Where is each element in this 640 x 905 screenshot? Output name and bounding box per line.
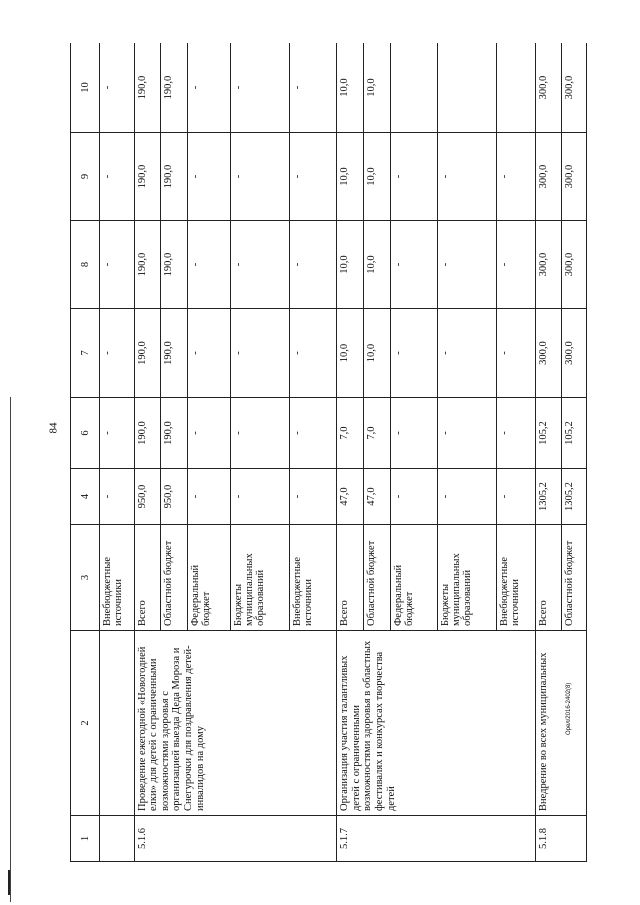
header-row (71, 43, 100, 862)
table-row (100, 43, 135, 862)
value-cell (437, 43, 496, 133)
header-cell: 6 (71, 398, 100, 469)
scan-artifact-line (10, 397, 11, 902)
value-cell: 190,0 (134, 398, 161, 469)
value-cell: - (100, 309, 135, 398)
value-cell: - (496, 309, 535, 398)
value-cell: 300,0 (535, 221, 562, 309)
header-cell: 8 (71, 221, 100, 309)
source-cell: Бюджеты муниципальных образований (230, 525, 289, 631)
value-cell: - (390, 133, 437, 221)
value-cell: 10,0 (363, 43, 390, 133)
table-row (535, 43, 562, 862)
value-cell: - (187, 43, 230, 133)
source-cell: Всего (535, 525, 562, 631)
header-cell: 1 (71, 816, 100, 862)
value-cell: - (290, 398, 337, 469)
value-cell: 47,0 (363, 469, 390, 525)
value-cell: - (437, 398, 496, 469)
value-cell: - (496, 133, 535, 221)
value-cell: - (290, 133, 337, 221)
value-cell: - (290, 309, 337, 398)
value-cell: - (187, 309, 230, 398)
value-cell: - (390, 398, 437, 469)
description-cell: Внедрение во всех муниципальных (535, 631, 586, 816)
value-cell: - (230, 309, 289, 398)
description-cell (100, 631, 135, 816)
value-cell: 7,0 (363, 398, 390, 469)
document-code: Орел/2016-2402(8) (566, 682, 572, 735)
source-cell: Внебюджетные источники (290, 525, 337, 631)
description-cell: Проведение ежегодной «Новогодней елки» для детей с ограниченными возможностями здоровья с организацией выезда Деда Мороза и Снегурочки для поздравления детей-инвалидов на дому (134, 631, 337, 816)
source-cell: Областной бюджет (161, 525, 188, 631)
value-cell: 1305,2 (535, 469, 562, 525)
value-cell: - (496, 469, 535, 525)
source-cell: Всего (337, 525, 364, 631)
value-cell: - (100, 43, 135, 133)
value-cell: - (290, 43, 337, 133)
budget-table (70, 43, 587, 862)
header-cell: 7 (71, 309, 100, 398)
value-cell: - (100, 469, 135, 525)
value-cell: 1305,2 (562, 469, 587, 525)
value-cell: 300,0 (535, 43, 562, 133)
code-cell (100, 816, 135, 862)
header-cell: 9 (71, 133, 100, 221)
value-cell: 190,0 (134, 221, 161, 309)
value-cell: 300,0 (562, 133, 587, 221)
source-cell: Всего (134, 525, 161, 631)
value-cell: 190,0 (134, 43, 161, 133)
source-cell: Областной бюджет (363, 525, 390, 631)
table-row (134, 43, 161, 862)
header-cell: 4 (71, 469, 100, 525)
value-cell: - (390, 469, 437, 525)
source-cell: Областной бюджет (562, 525, 587, 631)
value-cell: 190,0 (134, 309, 161, 398)
source-cell: Федеральный бюджет (187, 525, 230, 631)
value-cell: 190,0 (161, 309, 188, 398)
value-cell: - (496, 221, 535, 309)
scan-artifact-line-short (8, 870, 10, 895)
value-cell: 7,0 (337, 398, 364, 469)
source-cell: Бюджеты муниципальных образований (437, 525, 496, 631)
description-cell: Организация участия талантливых детей с ограниченными возможностями здоровья в областных фестивалях и конкурсах творчества детей (337, 631, 535, 816)
value-cell: 300,0 (562, 43, 587, 133)
value-cell: - (187, 221, 230, 309)
page-number: 84 (47, 422, 60, 434)
value-cell (390, 43, 437, 133)
source-cell: Федеральный бюджет (390, 525, 437, 631)
value-cell: 10,0 (337, 221, 364, 309)
table-row (337, 43, 364, 862)
value-cell: - (390, 309, 437, 398)
value-cell: 190,0 (161, 133, 188, 221)
code-cell: 5.1.7 (337, 816, 535, 862)
header-cell: 3 (71, 525, 100, 631)
value-cell: - (230, 221, 289, 309)
value-cell: 190,0 (161, 221, 188, 309)
value-cell: 300,0 (562, 309, 587, 398)
value-cell: - (290, 469, 337, 525)
value-cell: 10,0 (337, 43, 364, 133)
value-cell: - (187, 398, 230, 469)
value-cell: 10,0 (363, 309, 390, 398)
code-cell: 5.1.6 (134, 816, 337, 862)
value-cell: - (187, 469, 230, 525)
value-cell: - (187, 133, 230, 221)
value-cell: - (496, 398, 535, 469)
value-cell: 190,0 (161, 398, 188, 469)
value-cell: 190,0 (134, 133, 161, 221)
header-cell: 2 (71, 631, 100, 816)
value-cell: - (437, 133, 496, 221)
value-cell: 300,0 (535, 133, 562, 221)
value-cell: 105,2 (535, 398, 562, 469)
table-frame (70, 43, 587, 862)
source-cell: Внебюджетные источники (496, 525, 535, 631)
value-cell: 10,0 (337, 309, 364, 398)
value-cell: - (230, 469, 289, 525)
value-cell: 47,0 (337, 469, 364, 525)
value-cell: - (290, 221, 337, 309)
code-cell: 5.1.8 (535, 816, 586, 862)
value-cell: 300,0 (535, 309, 562, 398)
value-cell: 10,0 (337, 133, 364, 221)
value-cell: - (390, 221, 437, 309)
rotated-table-container (70, 43, 587, 862)
value-cell: - (100, 398, 135, 469)
value-cell: 300,0 (562, 221, 587, 309)
value-cell: - (230, 43, 289, 133)
value-cell: - (100, 133, 135, 221)
value-cell: 10,0 (363, 221, 390, 309)
value-cell: - (437, 309, 496, 398)
value-cell: - (437, 221, 496, 309)
header-cell: 10 (71, 43, 100, 133)
value-cell: - (230, 133, 289, 221)
value-cell: - (100, 221, 135, 309)
value-cell: 10,0 (363, 133, 390, 221)
value-cell: 950,0 (134, 469, 161, 525)
value-cell: 190,0 (161, 43, 188, 133)
value-cell (496, 43, 535, 133)
value-cell: 105,2 (562, 398, 587, 469)
value-cell: - (437, 469, 496, 525)
value-cell: - (230, 398, 289, 469)
value-cell: 950,0 (161, 469, 188, 525)
source-cell: Внебюджетные источники (100, 525, 135, 631)
